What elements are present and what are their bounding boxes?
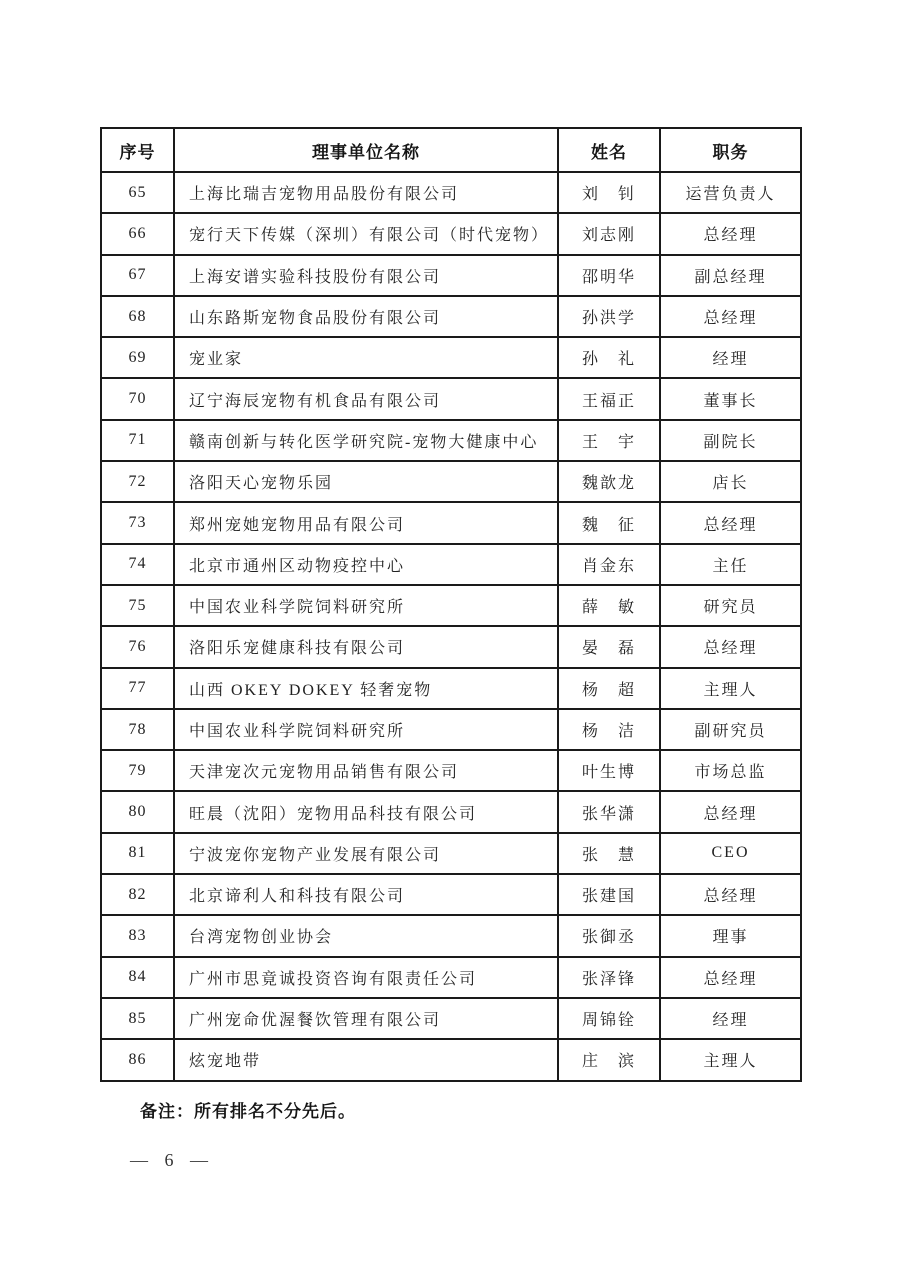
council-members-table <box>100 127 802 1082</box>
cell-title: CEO <box>660 833 801 874</box>
cell-title: 总经理 <box>660 502 801 543</box>
table-row <box>101 420 801 461</box>
cell-org: 洛阳天心宠物乐园 <box>174 461 558 502</box>
cell-title: 副院长 <box>660 420 801 461</box>
cell-name: 张泽锋 <box>558 957 660 998</box>
cell-org: 广州宠命优渥餐饮管理有限公司 <box>174 998 558 1039</box>
cell-title: 总经理 <box>660 874 801 915</box>
cell-name: 张建国 <box>558 874 660 915</box>
cell-org: 宠业家 <box>174 337 558 378</box>
cell-org: 洛阳乐宠健康科技有限公司 <box>174 626 558 667</box>
cell-no: 79 <box>101 750 174 791</box>
header-person-name: 姓名 <box>558 128 660 172</box>
cell-title: 店长 <box>660 461 801 502</box>
cell-no: 72 <box>101 461 174 502</box>
cell-org: 中国农业科学院饲料研究所 <box>174 585 558 626</box>
cell-name: 叶生博 <box>558 750 660 791</box>
cell-no: 81 <box>101 833 174 874</box>
cell-name: 孙洪学 <box>558 296 660 337</box>
cell-org: 赣南创新与转化医学研究院-宠物大健康中心 <box>174 420 558 461</box>
cell-no: 82 <box>101 874 174 915</box>
cell-org: 宁波宠你宠物产业发展有限公司 <box>174 833 558 874</box>
cell-name: 张御丞 <box>558 915 660 956</box>
cell-org: 中国农业科学院饲料研究所 <box>174 709 558 750</box>
cell-org: 北京谛利人和科技有限公司 <box>174 874 558 915</box>
table-row <box>101 1039 801 1080</box>
cell-org: 辽宁海辰宠物有机食品有限公司 <box>174 378 558 419</box>
cell-org: 山东路斯宠物食品股份有限公司 <box>174 296 558 337</box>
cell-no: 69 <box>101 337 174 378</box>
cell-title: 运营负责人 <box>660 172 801 213</box>
cell-name: 张 慧 <box>558 833 660 874</box>
table-row <box>101 750 801 791</box>
table-row <box>101 502 801 543</box>
table-row <box>101 915 801 956</box>
cell-no: 85 <box>101 998 174 1039</box>
cell-org: 山西 OKEY DOKEY 轻奢宠物 <box>174 668 558 709</box>
cell-no: 67 <box>101 255 174 296</box>
cell-org: 炫宠地带 <box>174 1039 558 1080</box>
cell-name: 杨 超 <box>558 668 660 709</box>
cell-title: 副研究员 <box>660 709 801 750</box>
cell-no: 80 <box>101 791 174 832</box>
cell-name: 杨 洁 <box>558 709 660 750</box>
cell-name: 王 宇 <box>558 420 660 461</box>
cell-title: 总经理 <box>660 791 801 832</box>
table-row <box>101 874 801 915</box>
cell-org: 台湾宠物创业协会 <box>174 915 558 956</box>
header-job-title: 职务 <box>660 128 801 172</box>
cell-name: 邵明华 <box>558 255 660 296</box>
table-row <box>101 998 801 1039</box>
cell-no: 70 <box>101 378 174 419</box>
cell-no: 76 <box>101 626 174 667</box>
cell-name: 魏歆龙 <box>558 461 660 502</box>
table-row <box>101 668 801 709</box>
cell-no: 86 <box>101 1039 174 1080</box>
footnote: 备注：所有排名不分先后。 <box>140 1102 356 1121</box>
cell-title: 经理 <box>660 998 801 1039</box>
cell-no: 74 <box>101 544 174 585</box>
cell-name: 刘 钊 <box>558 172 660 213</box>
cell-title: 总经理 <box>660 626 801 667</box>
cell-name: 王福正 <box>558 378 660 419</box>
cell-title: 总经理 <box>660 213 801 254</box>
cell-no: 83 <box>101 915 174 956</box>
cell-no: 78 <box>101 709 174 750</box>
table-row <box>101 378 801 419</box>
table-row <box>101 544 801 585</box>
table-row <box>101 791 801 832</box>
cell-title: 副总经理 <box>660 255 801 296</box>
cell-org: 宠行天下传媒（深圳）有限公司（时代宠物） <box>174 213 558 254</box>
cell-org: 天津宠次元宠物用品销售有限公司 <box>174 750 558 791</box>
cell-no: 68 <box>101 296 174 337</box>
cell-org: 郑州宠她宠物用品有限公司 <box>174 502 558 543</box>
table-row <box>101 709 801 750</box>
cell-no: 75 <box>101 585 174 626</box>
cell-name: 刘志刚 <box>558 213 660 254</box>
cell-org: 广州市思竟诚投资咨询有限责任公司 <box>174 957 558 998</box>
cell-title: 主理人 <box>660 668 801 709</box>
cell-no: 71 <box>101 420 174 461</box>
cell-no: 73 <box>101 502 174 543</box>
header-serial-number: 序号 <box>101 128 174 172</box>
table-header-row <box>101 128 801 172</box>
cell-name: 薛 敏 <box>558 585 660 626</box>
table-row <box>101 296 801 337</box>
page-number: — 6 — <box>130 1150 214 1170</box>
cell-name: 肖金东 <box>558 544 660 585</box>
cell-name: 张华潇 <box>558 791 660 832</box>
table-row <box>101 255 801 296</box>
cell-title: 研究员 <box>660 585 801 626</box>
table-row <box>101 337 801 378</box>
cell-name: 庄 滨 <box>558 1039 660 1080</box>
cell-title: 主理人 <box>660 1039 801 1080</box>
cell-title: 董事长 <box>660 378 801 419</box>
cell-title: 总经理 <box>660 957 801 998</box>
cell-title: 理事 <box>660 915 801 956</box>
table-row <box>101 461 801 502</box>
cell-org: 北京市通州区动物疫控中心 <box>174 544 558 585</box>
table-row <box>101 172 801 213</box>
cell-name: 周锦铨 <box>558 998 660 1039</box>
cell-title: 市场总监 <box>660 750 801 791</box>
cell-no: 77 <box>101 668 174 709</box>
cell-no: 65 <box>101 172 174 213</box>
cell-name: 魏 征 <box>558 502 660 543</box>
cell-no: 84 <box>101 957 174 998</box>
cell-org: 旺晨（沈阳）宠物用品科技有限公司 <box>174 791 558 832</box>
table-row <box>101 626 801 667</box>
cell-title: 主任 <box>660 544 801 585</box>
header-org-name: 理事单位名称 <box>174 128 558 172</box>
cell-org: 上海比瑞吉宠物用品股份有限公司 <box>174 172 558 213</box>
table-row <box>101 213 801 254</box>
cell-title: 总经理 <box>660 296 801 337</box>
table-row <box>101 957 801 998</box>
cell-org: 上海安谱实验科技股份有限公司 <box>174 255 558 296</box>
table-row <box>101 585 801 626</box>
cell-name: 孙 礼 <box>558 337 660 378</box>
cell-name: 晏 磊 <box>558 626 660 667</box>
table-row <box>101 833 801 874</box>
cell-title: 经理 <box>660 337 801 378</box>
cell-no: 66 <box>101 213 174 254</box>
